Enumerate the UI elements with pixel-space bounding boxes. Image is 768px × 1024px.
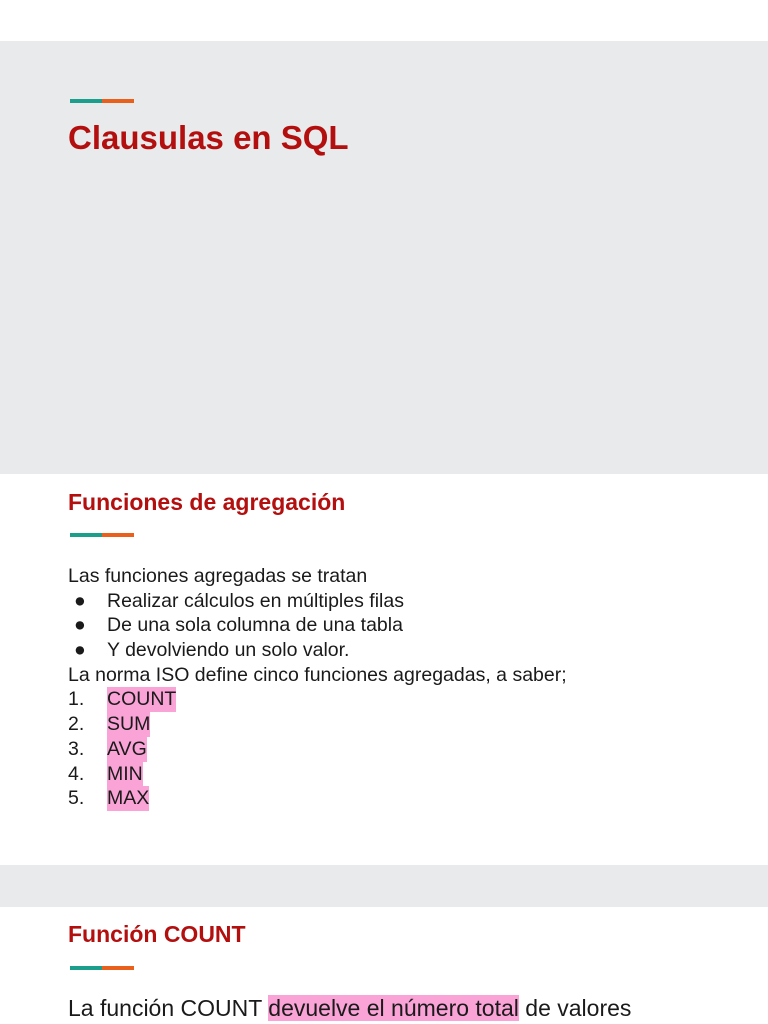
list-item <box>68 762 567 787</box>
iso-norm-text: La norma ISO define cinco funciones agregadas, a saber; <box>68 663 567 686</box>
function-name-highlight: MAX <box>107 787 150 810</box>
list-item <box>68 638 567 663</box>
list-item <box>68 712 567 737</box>
list-number: 2. <box>68 713 85 736</box>
function-name-highlight: COUNT <box>107 688 177 711</box>
slide-gap <box>0 865 768 907</box>
intro-text: Las funciones agregadas se tratan <box>68 565 368 587</box>
function-name-highlight: SUM <box>107 713 151 736</box>
top-margin <box>0 0 768 41</box>
list-number: 3. <box>68 737 85 760</box>
slide-title: Clausulas en SQL <box>68 119 349 156</box>
list-item <box>68 786 567 811</box>
accent-bar <box>70 533 134 537</box>
list-number: 5. <box>68 787 85 810</box>
text-segment: de valores <box>518 995 632 1021</box>
count-function-slide <box>0 907 768 1024</box>
bullet-icon: ● <box>74 589 86 612</box>
bullet-text: Realizar cálculos en múltiples filas <box>107 589 404 612</box>
slide-body <box>68 564 567 811</box>
list-item <box>68 687 567 712</box>
bullet-text: De una sola columna de una tabla <box>107 614 403 637</box>
list-item <box>68 613 567 638</box>
text-highlight: devuelve el número total <box>268 995 519 1021</box>
section-heading: Función COUNT <box>68 921 246 947</box>
list-number: 1. <box>68 688 85 711</box>
bullet-icon: ● <box>74 614 86 637</box>
function-name-highlight: AVG <box>107 737 147 760</box>
accent-bar <box>70 99 134 103</box>
list-item <box>68 737 567 762</box>
count-description <box>68 995 631 1022</box>
accent-bar <box>70 966 134 970</box>
function-name-highlight: MIN <box>107 762 143 785</box>
bullet-icon: ● <box>74 639 86 662</box>
text-segment: La función COUNT <box>68 995 269 1021</box>
list-item <box>68 589 567 614</box>
list-number: 4. <box>68 762 85 785</box>
bullet-text: Y devolviendo un solo valor. <box>107 639 350 662</box>
title-slide <box>0 41 768 474</box>
aggregate-functions-slide <box>0 474 768 865</box>
section-heading: Funciones de agregación <box>68 489 346 515</box>
